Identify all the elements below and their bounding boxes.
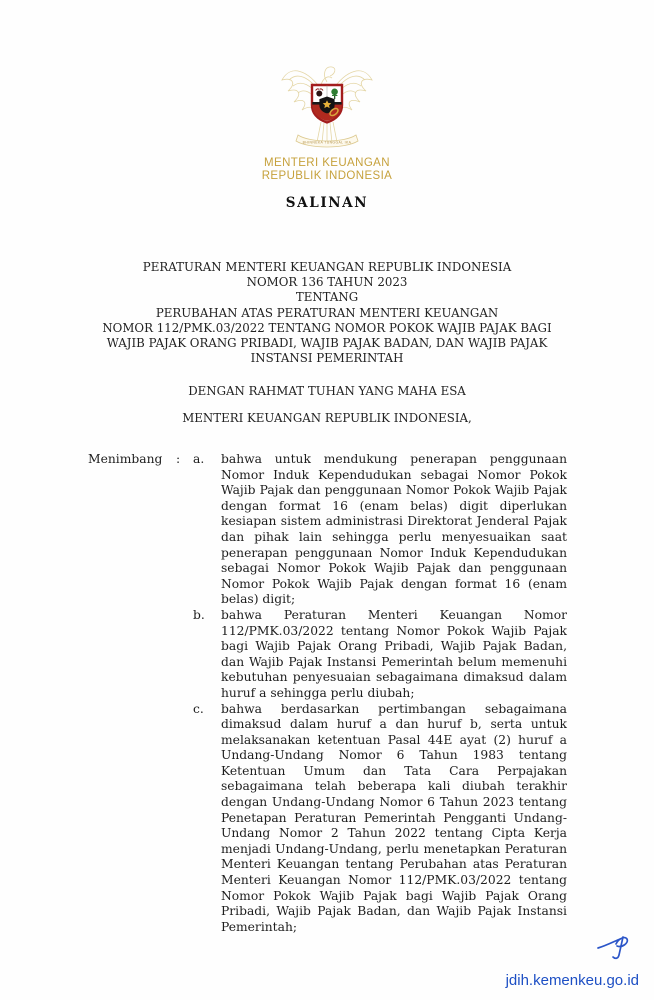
title-line: NOMOR 112/PMK.03/2022 TENTANG NOMOR POKOK WAJIB PAJAK BAGI xyxy=(102,320,552,335)
title-line: PERATURAN MENTERI KEUANGAN REPUBLIK INDONESIA xyxy=(142,260,512,274)
title-line: WAJIB PAJAK ORANG PRIBADI, WAJIB PAJAK BADAN, DAN WAJIB PAJAK xyxy=(106,336,548,351)
item-text: bahwa berdasarkan pertimbangan sebagaimana dimaksud dalam huruf a dan huruf b, serta untuk melaksanakan ketentuan Pasal 44E ayat (2) huruf a Undang-Undang Nomor 6 Tahun 1983 tentang Ketentuan Umum dan Tata Cara Perpajakan sebagaimana telah beberapa kali diubah terakhir dengan Undang-Undang Nomor 6 Tahun 2023 tentang Penetapan Peraturan Pemerintah Pengganti Undang-Undang Nomor 2 Tahun 2022 tentang Cipta Kerja menjadi Undang-Undang, perlu menetapkan Peraturan Menteri Keuangan tentang Perubahan atas Peraturan Menteri Keuangan Nomor 112/PMK.03/2022 tentang Nomor Pokok Wajib Pajak bagi Wajib Pajak Orang Pribadi, Wajib Pajak Badan, dan Wajib Pajak Instansi Pemerintah; xyxy=(221,701,567,934)
copy-stamp: SALINAN xyxy=(285,195,369,211)
consideration-item xyxy=(193,608,567,702)
title-line: INSTANSI PEMERINTAH xyxy=(250,351,404,366)
item-letter: a. xyxy=(193,452,205,466)
invocation-line: DENGAN RAHMAT TUHAN YANG MAHA ESA xyxy=(188,384,466,398)
regulation-title xyxy=(0,260,654,366)
garuda-emblem-svg xyxy=(277,58,377,152)
ministry-name: MENTERI KEUANGAN xyxy=(264,157,390,169)
title-line: TENTANG xyxy=(295,290,359,305)
signature-flourish-icon xyxy=(596,935,630,967)
jdih-website-link[interactable]: jdih.kemenkeu.go.id xyxy=(505,972,639,989)
motto-text: BHINNEKA TUNGGAL IKA xyxy=(302,140,352,145)
title-line: NOMOR 136 TAHUN 2023 xyxy=(246,275,408,290)
item-text: bahwa Peraturan Menteri Keuangan Nomor 112/PMK.03/2022 tentang Nomor Pokok Wajib Pajak bagi Wajib Pajak Orang Pribadi, Wajib Pajak Badan, dan Wajib Pajak Instansi Pemerintah belum memenuhi kebutuhan penyesuaian sebagaimana dimaksud dalam huruf a sehingga perlu diubah; xyxy=(221,607,567,700)
item-letter: b. xyxy=(193,607,205,622)
item-text: bahwa untuk mendukung penerapan penggunaan Nomor Induk Kependudukan sebagai Nomor Pokok Wajib Pajak dan penggunaan Nomor Pokok Wajib Pajak dengan format 16 (enam belas) digit diperlukan kesiapan sistem administrasi Direktorat Jenderal Pajak dan pihak lain sehingga perlu menyesuaikan saat penerapan penggunaan Nomor Induk Kependudukan sebagai Nomor Pokok Wajib Pajak dan penggunaan Nomor Pokok Wajib Pajak dengan format 16 (enam belas) digit; xyxy=(221,452,567,607)
consideration-item xyxy=(193,702,567,936)
ministry-letterhead xyxy=(0,157,654,183)
pancasila-shield xyxy=(312,85,342,123)
title-line: PERUBAHAN ATAS PERATURAN MENTERI KEUANGAN xyxy=(155,305,499,320)
issuer-line: MENTERI KEUANGAN REPUBLIK INDONESIA, xyxy=(182,411,472,425)
item-letter: c. xyxy=(193,701,204,716)
consideration-item xyxy=(193,452,567,608)
kemenkeu-garuda-emblem-icon xyxy=(277,58,377,156)
considerations-colon: : xyxy=(176,452,181,466)
considerations-section xyxy=(88,452,567,935)
considerations-label: Menimbang xyxy=(88,452,163,466)
considerations-items xyxy=(193,452,567,935)
ministry-country: REPUBLIK INDONESIA xyxy=(261,170,393,182)
